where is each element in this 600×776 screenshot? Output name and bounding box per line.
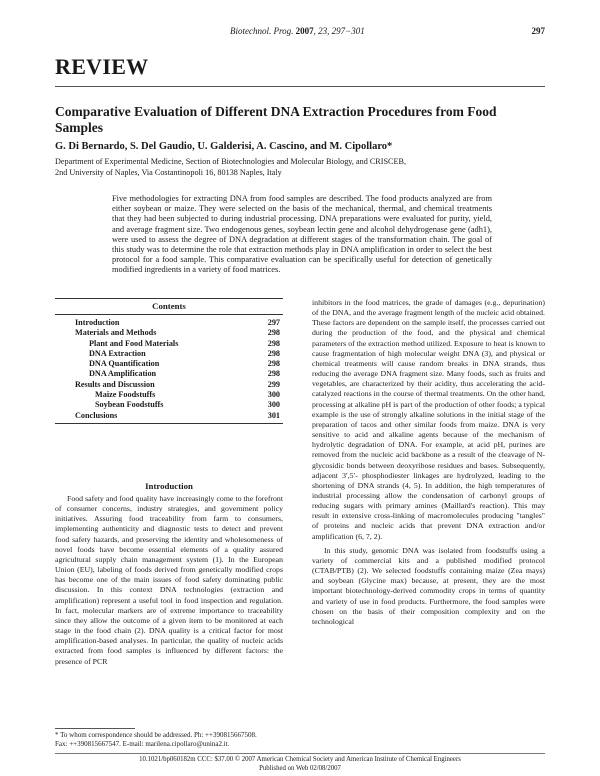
toc-entry-page: 298 [267,359,280,369]
footer-published-line: Published on Web 02/08/2007 [259,764,341,772]
contents-box [55,298,283,424]
header-rule [55,86,545,87]
body-paragraph: In this study, genomic DNA was isolated from foodstuffs using a variety of commercial kits and a published modified protocol (CTAB/PTB) (2). We selected foodstuffs containing maize (Zea mays) and soybean (Glycine max) because, at present, they are the most important biotechnology-derived commodity crops in terms of quantity and variety of use in food products. Furthermore, the food samples were chosen on the basis of their composition complexity and on the technological [312,545,545,626]
toc-entry [55,349,283,359]
toc-entry [55,380,283,390]
toc-entry-label: Introduction [75,318,120,327]
toc-entry [55,400,283,410]
footer-rule [55,753,545,754]
toc-entry-page: 299 [267,379,280,389]
journal-citation [230,26,365,36]
footnote-line: * To whom correspondence should be addressed. Ph: ++390815667508. [55,731,257,739]
journal-volume-pages: , 23, 297−301 [313,26,365,36]
toc-entry-label: Results and Discussion [75,379,155,389]
journal-name: Biotechnol. Prog. [230,26,294,36]
toc-entry-label: DNA Quantification [89,359,160,369]
toc-entry [55,390,283,400]
article-title: Comparative Evaluation of Different DNA Extraction Procedures from Food Samples [55,104,497,135]
affiliation [55,157,545,178]
toc-entry-label: DNA Extraction [89,348,146,358]
toc-entry-page: 301 [267,410,280,420]
correspondence-footnote [55,731,283,749]
affiliation-line: Department of Experimental Medicine, Section of Biotechnologies and Molecular Biology, and CRISCEB, [55,157,407,166]
footnote-rule [55,728,135,729]
body-paragraph: inhibitors in the food matrices, the grade of damages (e.g., depurination) of the DNA, and the average fragment length of the nucleic acid obtained. These factors are dependent on the sample itself, the processes carried out during the production of the food, and the physical and chemical parameters of the extraction method utilized. Exposure to heat is known to cause fragmentation of high molecular weight DNA (3), and physical or chemical treatments will cause random breaks in DNA strands, thus reducing the average DNA fragment size. Many foods, such as fruits and vegetables, are characterized by their acidity, thus accelerating the acid-catalyzed reactions in the course of thermal treatments. On the other hand, processing at alkaline pH is part of the production of other foods; a typical example is the use of strongly alkaline solutions in the initial stage of the preparation of tacos and other similar foods from maize. DNA is very sensitive to acid and alkaline agents because of the mechanism of hydrolytic degradation of DNA. For example, at acid pH, purines are removed from the nucleic acid backbone as a result of the cleavage of N-glycosidic bonds between deoxyribose residues and bases. Subsequently, adjacent 3′,5′- phosphodiester linkages are hydrolyzed, leading to the shortening of DNA strands (4, 5). In addition, the high temperatures of industrial processing allow the condensation of carbonyl groups of reducing sugars with primary amines (Maillard's reaction). This may result in extensive cross-linking of macromolecules producing "tangles" of proteins and nucleic acids that prevent DNA extraction and/or amplification (6, 7, 2). [312,298,545,541]
page-footer [55,756,545,773]
toc-entry-page: 298 [267,328,280,338]
section-label: REVIEW [55,54,149,79]
toc-entry-label: Conclusions [75,410,118,420]
toc-entry [55,411,283,421]
body-paragraph: Food safety and food quality have increasingly come to the forefront of consumer concerns, industry strategies, and government policy initiatives. Assuring food traceability from farm to consumers, implementing authenticity and diagnostic tests to detect and prevent food safety hazards, and preserving the identity and wholesomeness of novel foods have become essential elements of a quality assured agricultural supply chain management system (1). In the European Union (EU), labeling of foods derived from genetically modified crops has become one of the main issues of food safety dominating public discussion. In this context DNA technologies (extraction and amplification) represent a useful tool in food inspection and regulation. In fact, molecular markers are of extreme importance to traceability since they allow the outcome of a given item to be monitored at each stage in the food chain (2). DNA quality is a critical factor for most amplification-based analyses. In particular, the quality of nucleic acids extracted from food samples is influenced by different factors: the presence of PCR [55,494,283,666]
toc-entry-page: 300 [267,390,280,400]
introduction-heading: Introduction [145,481,193,491]
toc-entry-label: Soybean Foodstuffs [95,400,164,410]
toc-entry-page: 300 [267,400,280,410]
toc-entry-label: Maize Foodstuffs [95,390,156,400]
page-number: 297 [531,26,545,36]
journal-year: 2007 [295,26,314,36]
toc-entry-page: 298 [267,348,280,358]
author-list: G. Di Bernardo, S. Del Gaudio, U. Galderisi, A. Cascino, and M. Cipollaro* [55,141,393,152]
toc-entry-page: 297 [267,318,280,327]
left-column [55,494,283,667]
toc-entry-label: Materials and Methods [75,328,157,338]
toc-entry [55,359,283,369]
affiliation-line: 2nd University of Naples, Via Costantinopoli 16, 80138 Naples, Italy [55,167,282,177]
right-column [312,298,545,627]
toc-entry [55,369,283,379]
contents-title: Contents [55,299,283,315]
toc-list [55,315,283,423]
toc-entry-label: DNA Amplification [89,369,157,379]
toc-entry-label: Plant and Food Materials [89,338,179,348]
toc-entry [55,328,283,338]
toc-entry-page: 298 [267,369,280,379]
toc-entry [55,339,283,349]
abstract: Five methodologies for extracting DNA from food samples are described. The food products analyzed are from either soybean or maize. They were selected on the basis of the mechanical, thermal, and chemical treatments that they had been subjected to during industrial processing. DNA preparations were evaluated for purity, yield, and average fragment size. Two endogenous genes, soybean lectin gene and alcohol dehydrogenase gene (adh1), were used to assess the degree of DNA degradation at different stages of the transformation chain. The goal of this study was to determine the role that extraction methods play in DNA amplification in order to select the best protocol for a food sample. This comparative evaluation can be specifically useful for detection of genetically modified ingredients in a variety of food matrices. [112,194,492,275]
toc-entry [55,318,283,328]
footer-doi-line: 10.1021/bp060182m CCC: $37.00 © 2007 American Chemical Society and American Institute of Chemical Engineers [139,756,461,763]
toc-entry-page: 298 [267,338,280,348]
footnote-line: Fax: ++390815667547. E-mail: marilena.cipollaro@unina2.it. [55,740,230,748]
